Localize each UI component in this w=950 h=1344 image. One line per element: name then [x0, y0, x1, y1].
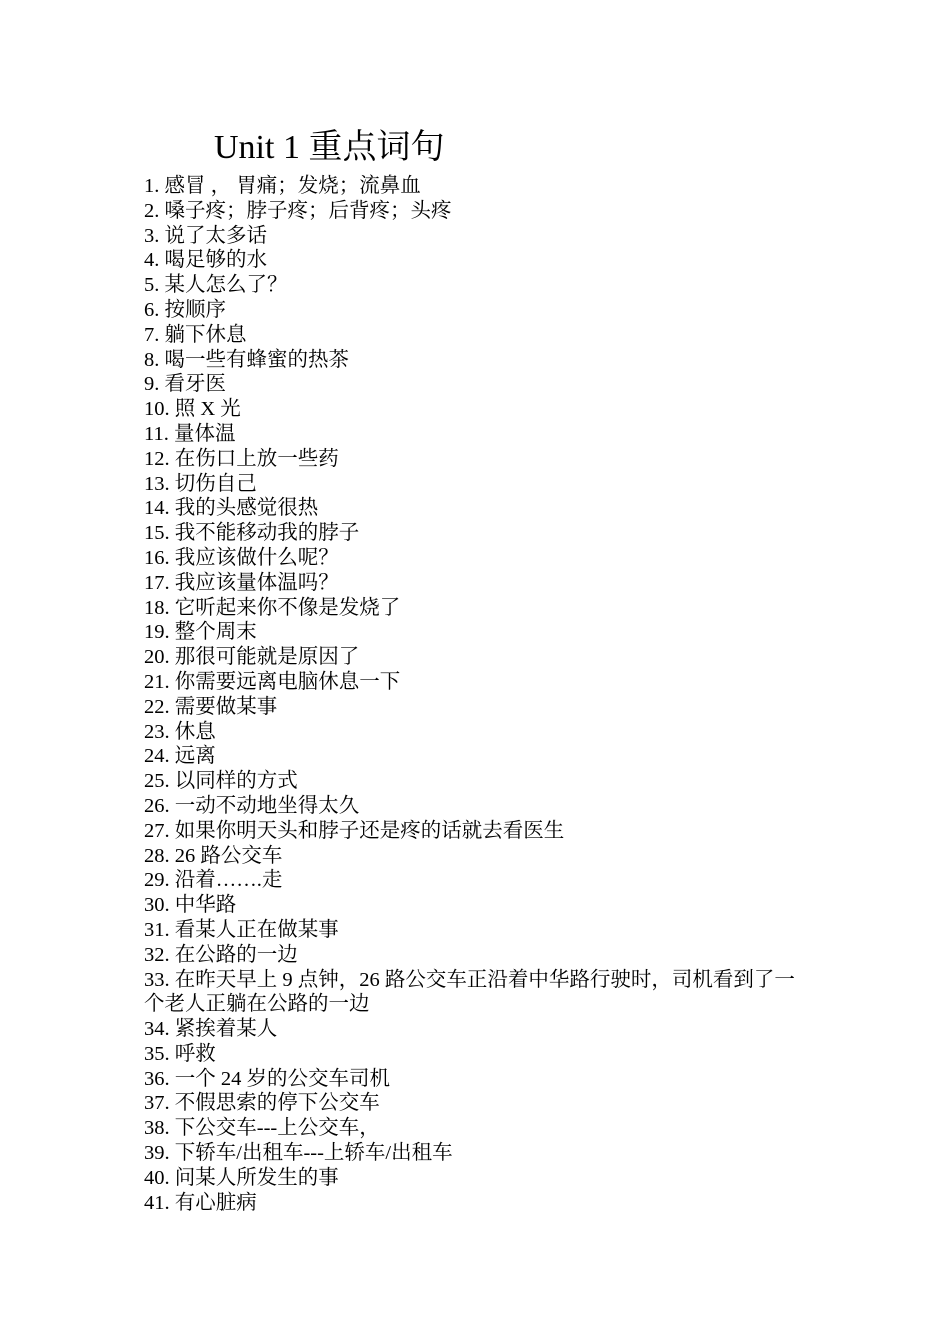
- list-item: 21. 你需要远离电脑休息一下: [144, 670, 401, 693]
- list-item: 12. 在伤口上放一些药: [144, 447, 339, 470]
- list-item: 5. 某人怎么了？: [144, 274, 288, 297]
- list-item: 10. 照 X 光: [144, 398, 241, 421]
- list-item: 32. 在公路的一边: [144, 943, 298, 966]
- list-item: 2. 嗓子疼；脖子疼；后背疼；头疼: [144, 199, 452, 222]
- list-item: 39. 下轿车/出租车---上轿车/出租车: [144, 1142, 453, 1165]
- list-item: 30. 中华路: [144, 894, 237, 917]
- list-item: 14. 我的头感觉很热: [144, 497, 319, 520]
- list-item: 22. 需要做某事: [144, 695, 278, 718]
- list-item: 20. 那很可能就是原因了: [144, 646, 360, 669]
- list-item: 36. 一个 24 岁的公交车司机: [144, 1067, 390, 1090]
- list-item: 35. 呼救: [144, 1042, 216, 1065]
- list-item: 11. 量体温: [144, 422, 236, 445]
- list-item: 19. 整个周末: [144, 621, 257, 644]
- list-item: 13. 切伤自己: [144, 472, 257, 495]
- list-item: 23. 休息: [144, 720, 216, 743]
- list-item: 17. 我应该量体温吗？: [144, 571, 339, 594]
- list-item: 28. 26 路公交车: [144, 844, 283, 867]
- list-item: 18. 它听起来你不像是发烧了: [144, 596, 401, 619]
- list-item: 38. 下公交车---上公交车，: [144, 1117, 380, 1140]
- list-item: 15. 我不能移动我的脖子: [144, 522, 360, 545]
- list-item: 1. 感冒 ， 胃痛；发烧；流鼻血: [144, 175, 421, 197]
- list-item: 31. 看某人正在做某事: [144, 918, 339, 941]
- list-item: 8. 喝一些有蜂蜜的热茶: [144, 348, 349, 371]
- list-item: 27. 如果你明天头和脖子还是疼的话就去看医生: [144, 819, 565, 842]
- list-item: 4. 喝足够的水: [144, 249, 267, 272]
- list-item: 7. 躺下休息: [144, 323, 247, 346]
- list-item: 33. 在昨天早上 9 点钟，26 路公交车正沿着中华路行驶时，司机看到了一个老人正躺在公路的一边: [144, 968, 795, 1016]
- list-item: 34. 紧挨着某人: [144, 1018, 278, 1041]
- list-item: 37. 不假思索的停下公交车: [144, 1092, 380, 1115]
- list-item: 25. 以同样的方式: [144, 770, 298, 793]
- list-item: 3. 说了太多话: [144, 224, 267, 247]
- list-item: 6. 按顺序: [144, 298, 226, 321]
- list-item: 9. 看牙医: [144, 373, 226, 396]
- list-item: 41. 有心脏病: [144, 1191, 257, 1214]
- list-item: 16. 我应该做什么呢？: [144, 546, 339, 569]
- phrase-list: [144, 174, 812, 1215]
- list-item: 24. 远离: [144, 745, 216, 768]
- page-title: Unit 1 重点词句: [214, 129, 445, 166]
- list-item: 29. 沿着…….走: [144, 869, 283, 892]
- list-item: 40. 问某人所发生的事: [144, 1166, 339, 1189]
- list-item: 26. 一动不动地坐得太久: [144, 794, 360, 817]
